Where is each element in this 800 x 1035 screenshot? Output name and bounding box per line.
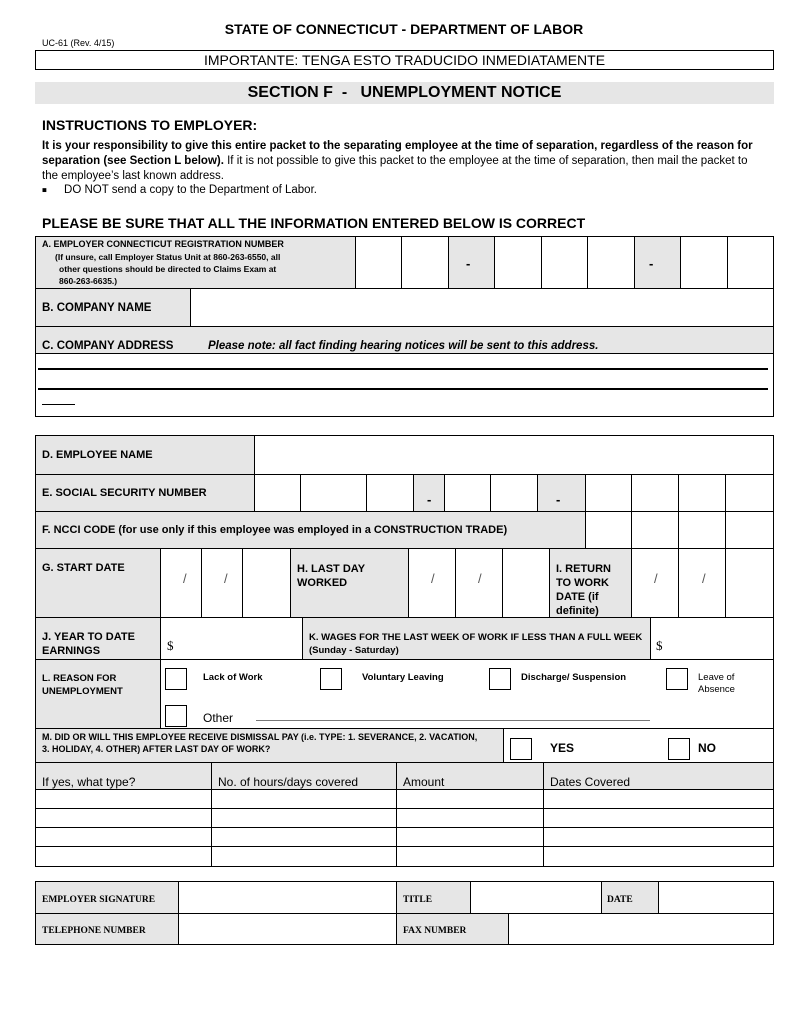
ssn-separator-2: - [556,492,561,507]
dismissal-pay-yes-label: YES [550,741,575,755]
registration-digit-boxes[interactable] [356,237,773,288]
telephone-label: TELEPHONE NUMBER [42,926,146,936]
leave-of-absence-checkbox[interactable] [666,668,688,690]
company-address-note: Please note: all fact finding hearing notices will be sent to this address. [208,340,599,352]
return-to-work-field[interactable] [632,549,773,617]
company-name-label: B. COMPANY NAME [42,302,152,314]
title-label: TITLE [403,895,433,905]
last-week-wages-label: K. WAGES FOR THE LAST WEEK OF WORK IF LESS THAN A FULL WEEK (Sunday - Saturday) [309,632,643,656]
lack-of-work-label: Lack of Work [203,672,263,683]
fax-number-label: FAX NUMBER [403,926,467,936]
employer-registration-label: A. EMPLOYER CONNECTICUT REGISTRATION NUMBER [42,239,284,249]
fax-number-field[interactable] [509,914,773,944]
employer-signature-field[interactable] [179,882,396,913]
dismissal-pay-yes-checkbox[interactable] [510,738,532,760]
ssn-separator-1: - [427,492,432,507]
instructions-heading: INSTRUCTIONS TO EMPLOYER: [42,117,258,133]
last-day-worked-label: H. LAST DAY WORKED [297,563,365,589]
last-week-wages-field[interactable] [668,618,773,659]
translate-notice: IMPORTANTE: TENGA ESTO TRADUCIDO INMEDIATAMENTE [203,52,606,68]
company-address-label: C. COMPANY ADDRESS [42,340,174,352]
other-reason-checkbox[interactable] [165,705,187,727]
dismissal-pay-no-label: NO [698,741,716,755]
ytd-earnings-dollar: $ [167,638,174,653]
date-field[interactable] [659,882,773,913]
dismissal-pay-no-checkbox[interactable] [668,738,690,760]
reason-unemployment-label: L. REASON FOR UNEMPLOYMENT [42,673,123,697]
instructions-bullet: ■ DO NOT send a copy to the Department of Labor. [42,184,317,196]
start-date-field[interactable] [161,549,290,617]
pay-header-hours: No. of hours/days covered [218,775,359,789]
reg-separator-2: - [649,256,654,271]
discharge-suspension-label: Discharge/ Suspension [521,672,627,683]
employee-name-label: D. EMPLOYEE NAME [42,449,153,461]
pay-row-2[interactable] [36,809,773,827]
ssn-digit-boxes[interactable] [255,475,773,511]
pay-row-3[interactable] [36,828,773,846]
dismissal-pay-label: M. DID OR WILL THIS EMPLOYEE RECEIVE DISMISSAL PAY (i.e. TYPE: 1. SEVERANCE, 2. VACATION, 3. HOLIDAY, 4. OTHER) AFTER LAST DAY OF WORK? [42,732,478,754]
discharge-suspension-checkbox[interactable] [489,668,511,690]
instructions-bold-text: It is your responsibility to give this entire packet to the separating employee at the time of separation, regardless of the reason for separation (see Section L below). [42,140,753,167]
last-day-worked-field[interactable] [409,549,549,617]
ytd-earnings-field[interactable] [178,618,302,659]
employer-registration-note: (If unsure, call Employer Status Unit at 860-263-6550, all other questions should be directed to Claims Exam at 860-263-6635.) [55,252,281,286]
leave-of-absence-label: Leave of Absence [698,672,735,695]
voluntary-leaving-label: Voluntary Leaving [362,672,444,683]
section-title: SECTION F - UNEMPLOYMENT NOTICE [247,84,562,101]
ncci-code-label: F. NCCI CODE (for use only if this employee was employed in a CONSTRUCTION TRADE) [42,524,508,536]
instructions-normal-text: If it is not possible to give this packet to the employee at the time of separation, then mail the packet to the employee’s last known address. [42,155,748,182]
instructions-paragraph [42,139,754,184]
translate-notice-box [35,50,774,70]
ytd-earnings-label: J. YEAR TO DATE EARNINGS [42,631,135,657]
company-address-field[interactable] [36,354,773,416]
pay-row-4[interactable] [36,847,773,866]
title-field[interactable] [471,882,601,913]
last-week-wages-dollar: $ [656,638,663,653]
date-label: DATE [607,895,633,905]
telephone-field[interactable] [179,914,396,944]
pay-header-type: If yes, what type? [42,775,136,789]
company-name-field[interactable] [191,289,773,326]
form-id: UC-61 (Rev. 4/15) [42,38,115,48]
employee-name-field[interactable] [255,436,773,474]
pay-header-dates: Dates Covered [550,775,631,789]
employer-signature-label: EMPLOYER SIGNATURE [42,895,156,905]
return-to-work-label: I. RETURN TO WORK DATE (if definite) [556,563,611,617]
section-title-bar [35,82,774,104]
pay-row-1[interactable] [36,790,773,808]
ncci-code-boxes[interactable] [586,512,773,548]
pay-header-amount: Amount [403,775,445,789]
other-reason-line[interactable] [256,720,650,721]
lack-of-work-checkbox[interactable] [165,668,187,690]
start-date-label: G. START DATE [42,562,125,574]
reg-separator-1: - [466,256,471,271]
agency-title: STATE OF CONNECTICUT - DEPARTMENT OF LABOR [224,21,584,37]
bullet-icon: ■ [42,185,47,195]
other-reason-label: Other [203,711,234,725]
confirm-heading: PLEASE BE SURE THAT ALL THE INFORMATION ENTERED BELOW IS CORRECT [42,215,586,231]
voluntary-leaving-checkbox[interactable] [320,668,342,690]
ssn-label: E. SOCIAL SECURITY NUMBER [42,487,207,499]
